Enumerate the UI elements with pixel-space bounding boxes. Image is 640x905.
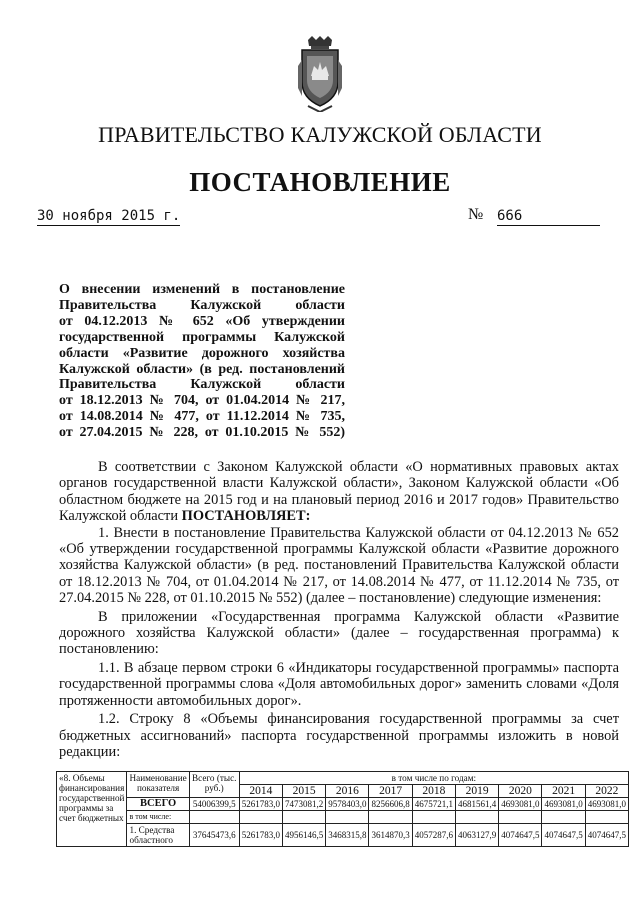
year-cell: 2022 xyxy=(585,785,628,798)
year-cell: 2016 xyxy=(326,785,369,798)
subject-line: Правительства Калужской области xyxy=(59,297,345,313)
body-paragraph: 1.1. В абзаце первом строки 6 «Индикаторы государственной программы» паспорта государственной программы слова «Доля автомобильных дорог» заменить словами «Доля протяженности автомобильных дорог». xyxy=(59,659,619,709)
subject-line: от 18.12.2013 № 704, от 01.04.2014 № 217, xyxy=(59,393,345,409)
value-cell: 4074647,5 xyxy=(499,824,542,847)
row-label: в том числе: xyxy=(127,811,189,824)
value-cell: 5261783,0 xyxy=(239,824,282,847)
subject-line: Правительства Калужской области xyxy=(59,377,345,393)
row-total: 37645473,6 xyxy=(189,824,239,847)
value-cell: 8256606,8 xyxy=(369,798,412,811)
table-row xyxy=(57,811,629,824)
document-body xyxy=(59,459,619,760)
year-cell: 2014 xyxy=(239,785,282,798)
value-cell xyxy=(499,811,542,824)
year-cell: 2019 xyxy=(455,785,498,798)
subject-line: от 14.08.2014 № 477, от 11.12.2014 № 735, xyxy=(59,409,345,425)
program-financing-label: «8. Объемы финансирования государственной программы за счет бюджетных xyxy=(57,772,127,847)
table-header-row xyxy=(57,772,629,785)
indicator-name-header: Наименование показателя xyxy=(127,772,189,798)
value-cell: 4681561,4 xyxy=(455,798,498,811)
row-label: 1. Средства областного xyxy=(127,824,189,847)
value-cell: 3468315,8 xyxy=(326,824,369,847)
subject-line: от 04.12.2013 № 652 «Об утверждении xyxy=(59,313,345,329)
year-cell: 2015 xyxy=(282,785,325,798)
year-cell: 2017 xyxy=(369,785,412,798)
value-cell xyxy=(585,811,628,824)
body-paragraph: В приложении «Государственная программа Калужской области «Развитие дорожного хозяйства Калужской области» (далее – государственная программа) к постановлению: xyxy=(59,608,619,658)
value-cell xyxy=(369,811,412,824)
value-cell xyxy=(239,811,282,824)
value-cell xyxy=(455,811,498,824)
row-total xyxy=(189,811,239,824)
value-cell: 4693081,0 xyxy=(542,798,585,811)
value-cell: 7473081,2 xyxy=(282,798,325,811)
subject-line: государственной программы Калужской xyxy=(59,329,345,345)
value-cell: 5261783,0 xyxy=(239,798,282,811)
value-cell: 4057287,6 xyxy=(412,824,455,847)
years-header: в том числе по годам: xyxy=(239,772,628,785)
value-cell: 4074647,5 xyxy=(542,824,585,847)
row-label: ВСЕГО xyxy=(127,798,189,811)
decree-keyword: ПОСТАНОВЛЯЕТ: xyxy=(181,508,311,525)
subject-line: О внесении изменений в постановление xyxy=(59,282,345,297)
year-cell: 2018 xyxy=(412,785,455,798)
total-header: Всего (тыс. руб.) xyxy=(189,772,239,798)
subject-line: от 27.04.2015 № 228, от 01.10.2015 № 552) xyxy=(59,425,345,441)
document-subject xyxy=(59,282,345,441)
body-paragraph: 1.2. Строку 8 «Объемы финансирования государственной программы за счет бюджетных ассигнований» паспорта государственной программы изложить в новой редакции: xyxy=(59,711,619,760)
financing-table xyxy=(56,771,629,847)
value-cell: 4693081,0 xyxy=(499,798,542,811)
body-paragraph: 1. Внести в постановление Правительства Калужской области от 04.12.2013 № 652 «Об утверждении государственной программы Калужской области «Развитие дорожного хозяйства Калужской области» (в ред. постановлений Правительства Калужской области от 18.12.2013 № 704, от 01.04.2014 № 217, от 14.08.2014 № 477, от 11.12.2014 № 735, от 27.04.2015 № 228, от 01.10.2015 № 552) (далее – постановление) следующие изменения: xyxy=(59,524,619,607)
government-title: ПРАВИТЕЛЬСТВО КАЛУЖСКОЙ ОБЛАСТИ xyxy=(98,122,542,147)
value-cell xyxy=(282,811,325,824)
coat-of-arms-emblem xyxy=(298,36,342,112)
body-paragraph: В соответствии с Законом Калужской области «О нормативных правовых актах органов государственной власти Калужской области», Законом Калужской области «Об областном бюджете на 2015 год и на плановый период 2016 и 2017 годов» Правительство Калужской области ПОСТАНОВЛЯЕТ: xyxy=(59,459,619,525)
value-cell: 3614870,3 xyxy=(369,824,412,847)
value-cell: 4074647,5 xyxy=(585,824,628,847)
table-row xyxy=(57,824,629,847)
value-cell xyxy=(412,811,455,824)
subject-line: области «Развитие дорожного хозяйства xyxy=(59,345,345,361)
value-cell: 4956146,5 xyxy=(282,824,325,847)
value-cell: 9578403,0 xyxy=(326,798,369,811)
value-cell xyxy=(326,811,369,824)
value-cell: 4675721,1 xyxy=(412,798,455,811)
subject-line: Калужской области» (в ред. постановлений xyxy=(59,361,345,377)
table-row xyxy=(57,798,629,811)
value-cell xyxy=(542,811,585,824)
document-type-title: ПОСТАНОВЛЕНИЕ xyxy=(189,167,451,197)
number-sign: № xyxy=(468,206,484,223)
document-date: 30 ноября 2015 г. xyxy=(37,208,181,224)
year-cell: 2021 xyxy=(542,785,585,798)
row-total: 54006399,5 xyxy=(189,798,239,811)
value-cell: 4063127,9 xyxy=(455,824,498,847)
value-cell: 4693081,0 xyxy=(585,798,628,811)
document-number: 666 xyxy=(497,208,600,226)
year-cell: 2020 xyxy=(499,785,542,798)
